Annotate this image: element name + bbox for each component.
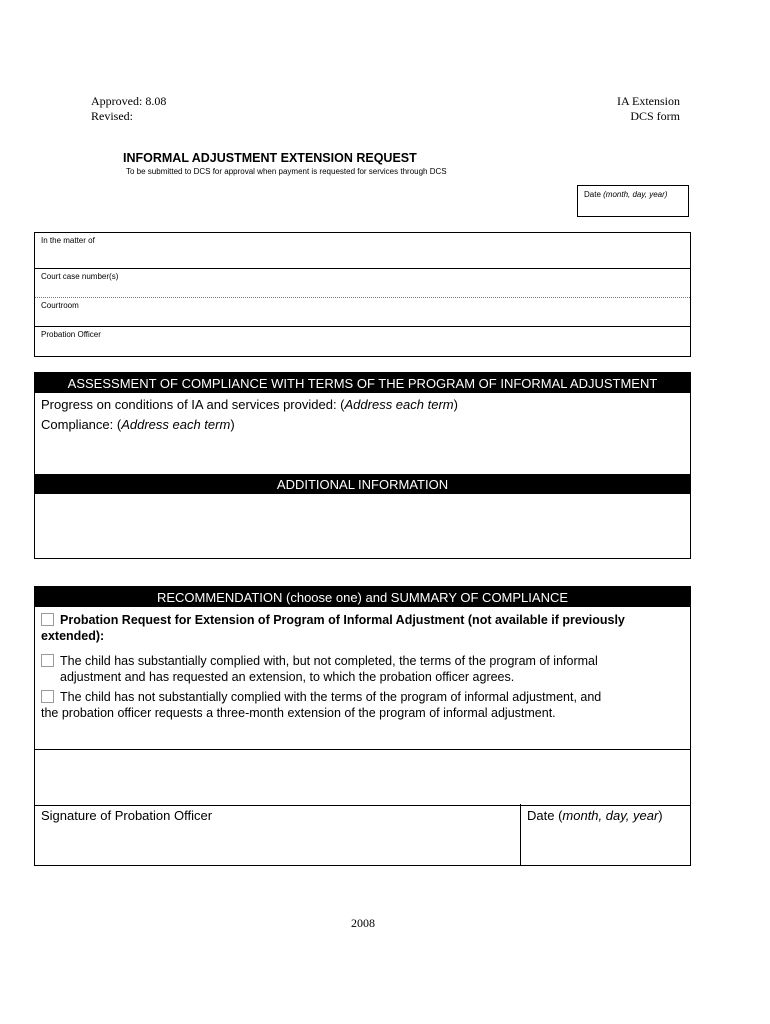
approval-info bbox=[91, 94, 166, 124]
assessment-heading: ASSESSMENT OF COMPLIANCE WITH TERMS OF THE PROGRAM OF INFORMAL ADJUSTMENT bbox=[35, 373, 690, 393]
recommendation-heading: RECOMMENDATION (choose one) and SUMMARY OF COMPLIANCE bbox=[35, 587, 690, 607]
revised-date: Revised: bbox=[91, 109, 133, 123]
case-number-label: Court case number(s) bbox=[41, 272, 119, 281]
assessment-section bbox=[34, 372, 691, 559]
checkbox-extension-request[interactable] bbox=[41, 613, 54, 626]
courtroom-label: Courtroom bbox=[41, 301, 79, 310]
approved-date: Approved: 8.08 bbox=[91, 94, 167, 108]
courtroom-field[interactable] bbox=[35, 298, 690, 327]
form-name: IA Extension bbox=[617, 94, 680, 108]
checkbox-substantially-complied[interactable] bbox=[41, 654, 54, 667]
form-type: DCS form bbox=[630, 109, 680, 123]
date-field-hint: (month, day, year) bbox=[603, 190, 668, 199]
page-subtitle: To be submitted to DCS for approval when payment is requested for services through DCS bbox=[126, 167, 447, 176]
footer-year: 2008 bbox=[351, 916, 375, 930]
assessment-body[interactable] bbox=[35, 393, 690, 437]
option-extension-request: Probation Request for Extension of Program of Informal Adjustment (not available if previously extended): bbox=[41, 613, 625, 643]
recommendation-section bbox=[34, 586, 691, 866]
option-substantially-complied: The child has substantially complied with, but not completed, the terms of the program of informal adjustment and has requested an extension, to which the probation officer agrees. bbox=[41, 653, 680, 685]
summary-field[interactable] bbox=[35, 749, 690, 806]
signature-date-field[interactable]: Date (month, day, year) bbox=[527, 808, 663, 823]
signature-label: Signature of Probation Officer bbox=[41, 808, 213, 823]
additional-info-heading: ADDITIONAL INFORMATION bbox=[35, 474, 690, 494]
matter-label: In the matter of bbox=[41, 236, 95, 245]
probation-officer-label: Probation Officer bbox=[41, 330, 101, 339]
compliance-hint: Address each term bbox=[121, 417, 231, 432]
signature-field[interactable] bbox=[35, 804, 521, 865]
checkbox-not-complied[interactable] bbox=[41, 690, 54, 703]
form-info bbox=[617, 94, 680, 124]
case-info-box bbox=[34, 232, 691, 357]
matter-field[interactable] bbox=[35, 233, 690, 269]
signature-date-hint: month, day, year bbox=[562, 808, 659, 823]
date-field[interactable] bbox=[577, 185, 689, 217]
page-title: INFORMAL ADJUSTMENT EXTENSION REQUEST bbox=[123, 151, 417, 165]
progress-hint: Address each term bbox=[344, 397, 454, 412]
compliance-line: Compliance: (Address each term) bbox=[41, 417, 235, 432]
date-field-label: Date bbox=[584, 190, 601, 199]
option-not-complied: The child has not substantially complied with the terms of the program of informal adjustment, and the probation officer requests a three-month extension of the program of informal adjustment. bbox=[41, 690, 602, 720]
case-number-field[interactable] bbox=[35, 269, 690, 298]
additional-info-field[interactable] bbox=[35, 494, 690, 558]
probation-officer-field[interactable] bbox=[35, 327, 690, 356]
progress-line: Progress on conditions of IA and services provided: (Address each term) bbox=[41, 397, 458, 412]
